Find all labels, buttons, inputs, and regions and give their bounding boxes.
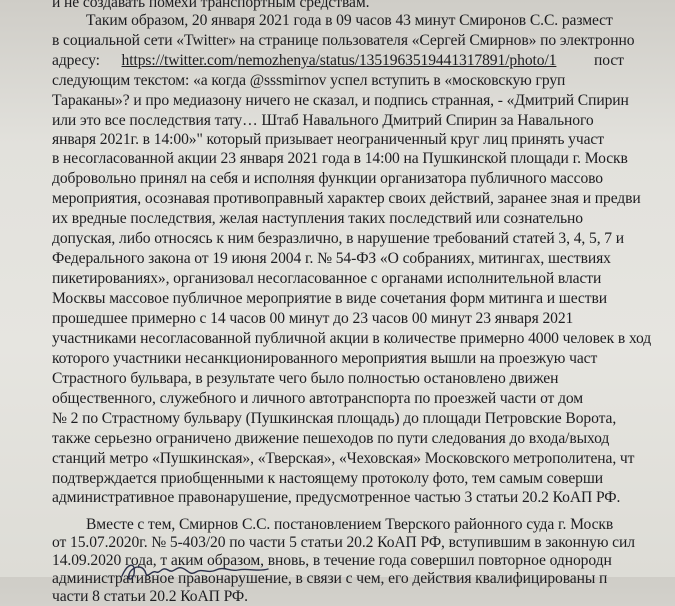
text-line: или это все последствия тату… Штаб Навального Дмитрий Спирин за Навального	[52, 112, 594, 129]
text-line: допуская, либо относясь к ним безразлично, в нарушение требований статей 3, 4, 5, 7 и	[52, 230, 625, 247]
text-line: пикетированиях», организовал несогласованное с органами исполнительной власти	[52, 270, 602, 287]
text-line: мероприятия, осознавая противоправный характер своих действий, заранее зная и предви	[52, 190, 641, 207]
text-line: станций метро «Пушкинская», «Тверская», «Чеховская» Московского метрополитена, чт	[52, 450, 635, 467]
text-line: части 8 статьи 20.2 КоАП РФ.	[52, 588, 248, 605]
text-line: Тараканы»? и про медиазону ничего не сказал, и подпись странная, - «Дмитрий Спирин	[52, 92, 629, 109]
text-line: их вредные последствия, желая наступления таких последствий или сознательно	[52, 210, 583, 227]
text-line: участниками несогласованной публичной акции в количестве примерно 4000 человек в ход	[52, 330, 652, 347]
text-line: Федерального закона от 19 июня 2004 г. № 54-ФЗ «О собраниях, митингах, шествиях	[52, 250, 611, 267]
text-line: и не создавать помехи транспортным средствам.	[52, 0, 370, 11]
text-line: общественного, служебного и личного автотранспорта по проезжей части от дом	[52, 390, 584, 407]
text-line: также серьезно ограничено движение пешеходов по пути следования до входа/выход	[52, 430, 610, 447]
text-line: Москвы массовое публичное мероприятие в виде сочетания форм митинга и шестви	[52, 290, 607, 307]
text-line: добровольно принял на себя и исполняя функции организатора публичного массово	[52, 170, 603, 187]
text-line: Таким образом, 20 января 2021 года в 09 часов 43 минут Смиронов С.С. размест	[86, 12, 613, 29]
text-line: января 2021г. в 14:00»" который призывает неограниченный круг лиц принять участ	[52, 131, 604, 148]
text-line: прошедшее примерно с 14 часов 00 минут до 23 часов 00 минут 23 января 2021	[52, 310, 574, 327]
text-line: Страстного бульвара, в результате чего было полностью остановлено движен	[52, 370, 559, 387]
text-line: административное правонарушение, предусмотренное частью 3 статьи 20.2 КоАП РФ.	[52, 489, 621, 506]
text-line: в социальной сети «Twitter» на странице пользователя «Сергей Смирнов» по электронно	[52, 32, 635, 49]
tweet-link[interactable]: https://twitter.com/nemozhenya/status/1351963519441317891/photo/1	[121, 52, 557, 69]
text-line: № 2 по Страстному бульвару (Пушкинская площадь) до площади Петровские Ворота,	[52, 410, 617, 427]
text-line: следующим текстом: «а когда @sssmirnov успел вступить в «московскую груп	[52, 72, 566, 89]
post-word: пост	[594, 52, 624, 69]
text-line: в несогласованной акции 23 января 2021 года в 14:00 на Пушкинской площади г. Москв	[52, 150, 628, 167]
text-line: Вместе с тем, Смирнов С.С. постановлением Тверского районного суда г. Москв	[86, 516, 614, 533]
text-line: от 15.07.2020г. № 5-403/20 по части 5 статьи 20.2 КоАП РФ, вступившим в законную сил	[52, 534, 635, 551]
address-label: адресу:	[52, 52, 100, 69]
text-line: 14.09.2020 года, т аким образом, вновь, в течение года совершил повторное однородн	[52, 552, 612, 569]
text-line: административное правонарушение, в связи с чем, его действия квалифицированы п	[52, 570, 608, 587]
text-line: которого участники несанкционированного мероприятия вышли на проезжую част	[52, 350, 598, 367]
url-line	[52, 52, 672, 70]
text-line: подтверждается приобщенными к настоящему протоколу фото, тем самым соверши	[52, 470, 604, 487]
handwritten-signature	[118, 556, 338, 584]
